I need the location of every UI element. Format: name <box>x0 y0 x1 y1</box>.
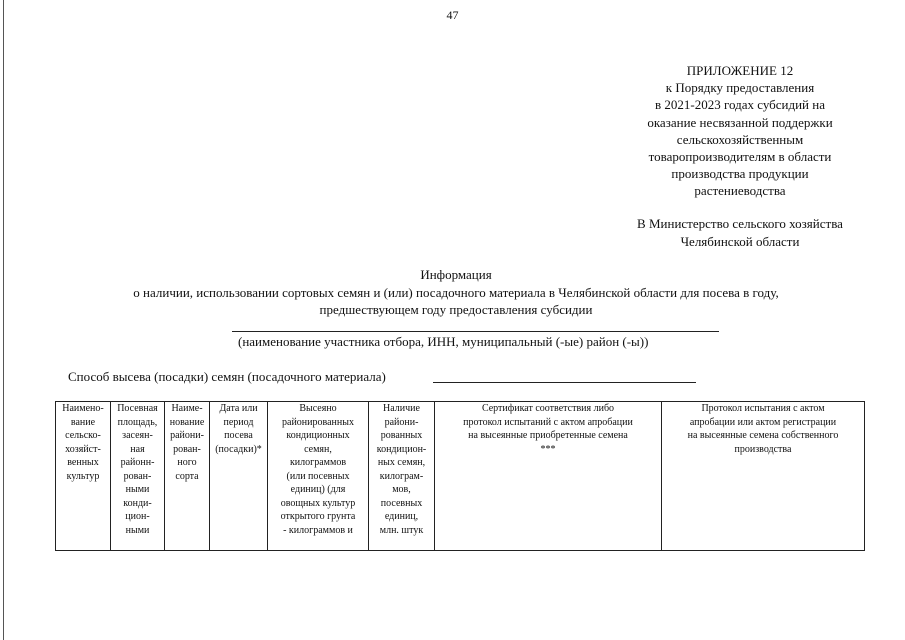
column-header-line: нование <box>169 416 205 428</box>
appendix-line: к Порядку предоставления <box>665 80 815 96</box>
column-header-line: на высеянные семена собственного <box>687 430 839 441</box>
column-header-line: килограммов <box>289 457 347 468</box>
column-header-line: Сертификат соответствия либо <box>481 403 615 414</box>
column-header-line: открытого грунта <box>280 511 356 522</box>
column-header-line: культур <box>66 470 100 482</box>
column-header-line: протокол испытаний с актом апробации <box>463 416 633 428</box>
column-header-line: Наиме- <box>171 403 203 414</box>
column-header-line: сельско- <box>65 430 101 441</box>
column-header-line: площадь, <box>117 416 158 428</box>
column-header-line: Наимено- <box>62 403 104 414</box>
column-header-line: райони- <box>384 416 419 428</box>
column-header-crop-name <box>56 402 111 551</box>
column-header-line: Наличие <box>383 403 420 414</box>
participant-caption: (наименование участника отбора, ИНН, муниципальный (-ые) район (-ы)) <box>238 334 649 349</box>
column-header-line: апробации или актом регистрации <box>689 416 837 428</box>
column-header-line: конди- <box>123 497 152 509</box>
sowing-method-fill-line <box>433 382 696 383</box>
participant-fill-line <box>232 331 719 332</box>
appendix-line: товаропроизводителям в области <box>648 149 832 165</box>
page-edge-line <box>3 0 4 640</box>
column-header-line: кондиционных <box>286 430 350 441</box>
column-header-line: производства <box>734 443 792 455</box>
seed-report-table <box>55 401 865 551</box>
column-header-line: цион- <box>125 511 150 522</box>
column-header-sown-area <box>111 402 165 551</box>
column-header-line: рованных <box>380 430 423 441</box>
appendix-line: сельскохозяйственным <box>676 131 804 147</box>
column-header-line: - килограммов и <box>283 524 353 536</box>
column-header-line: единиц, <box>384 511 419 522</box>
column-header-line: рован- <box>123 470 152 482</box>
column-header-line: ная <box>130 443 145 455</box>
column-header-line: засеян- <box>122 430 153 441</box>
column-header-line: кондицион- <box>376 443 427 455</box>
column-header-line: районн- <box>120 457 155 468</box>
table-header-row <box>56 402 865 551</box>
column-header-line: вание <box>70 416 96 428</box>
form-title-line: о наличии, использовании сортовых семян и (или) посадочного материала в Челябинской области для посева в году, <box>133 284 779 300</box>
appendix-line: растениеводства <box>694 183 786 199</box>
column-header-line: ными <box>125 524 150 536</box>
form-title-line: Информация <box>420 267 492 282</box>
appendix-line: производства продукции <box>671 166 809 182</box>
column-header-line: посева <box>224 430 253 441</box>
column-header-line: ных семян, <box>377 457 426 468</box>
appendix-line: в 2021-2023 годах субсидий на <box>654 97 825 113</box>
column-header-variety-name <box>165 402 210 551</box>
column-header-line: посевных <box>380 497 423 509</box>
column-header-line: ными <box>125 484 150 495</box>
sowing-method-label: Способ высева (посадки) семян (посадочного материала) <box>68 369 386 384</box>
column-header-line: млн. штук <box>379 524 424 536</box>
appendix-line: ПРИЛОЖЕНИЕ 12 <box>686 63 794 78</box>
column-header-line: Протокол испытания с актом <box>701 403 825 414</box>
column-header-sowing-date <box>210 402 268 551</box>
column-header-line: килограм- <box>379 470 424 482</box>
appendix-header <box>580 62 900 200</box>
column-header-line: период <box>223 416 254 428</box>
page-number: 47 <box>446 8 459 22</box>
column-header-line: овощных культур <box>280 497 356 509</box>
column-header-own-production-protocol <box>662 402 865 551</box>
column-header-seeds-sown <box>268 402 369 551</box>
appendix-line: оказание несвязанной поддержки <box>647 114 833 130</box>
column-header-line: ного <box>177 457 197 468</box>
column-header-line: (или посевных <box>286 470 350 482</box>
column-header-line: мов, <box>392 484 411 495</box>
form-title-line: предшествующем году предоставления субсидии <box>319 302 593 317</box>
addressee-block <box>570 215 905 250</box>
column-header-line: районированных <box>282 416 354 428</box>
column-header-line: Посевная <box>117 403 158 414</box>
column-header-line: рован- <box>173 443 201 455</box>
form-title <box>0 266 905 319</box>
addressee-line: Челябинской области <box>680 233 800 249</box>
column-header-purchased-certificate <box>435 402 662 551</box>
column-header-line: венных <box>67 457 99 468</box>
column-header-line: райони- <box>170 430 204 441</box>
column-header-line: Дата или <box>219 403 258 414</box>
column-header-line: сорта <box>175 470 199 482</box>
column-header-line: *** <box>540 443 556 455</box>
column-header-line: на высеянные приобретенные семена <box>468 430 628 441</box>
column-header-line: единиц) (для <box>290 484 346 495</box>
column-header-line: хозяйст- <box>65 443 101 455</box>
column-header-line: Высеяно <box>299 403 337 414</box>
column-header-line: семян, <box>304 443 332 455</box>
addressee-line: В Министерство сельского хозяйства <box>637 216 843 231</box>
column-header-line: (посадки)* <box>215 443 262 455</box>
column-header-seed-stock <box>369 402 435 551</box>
